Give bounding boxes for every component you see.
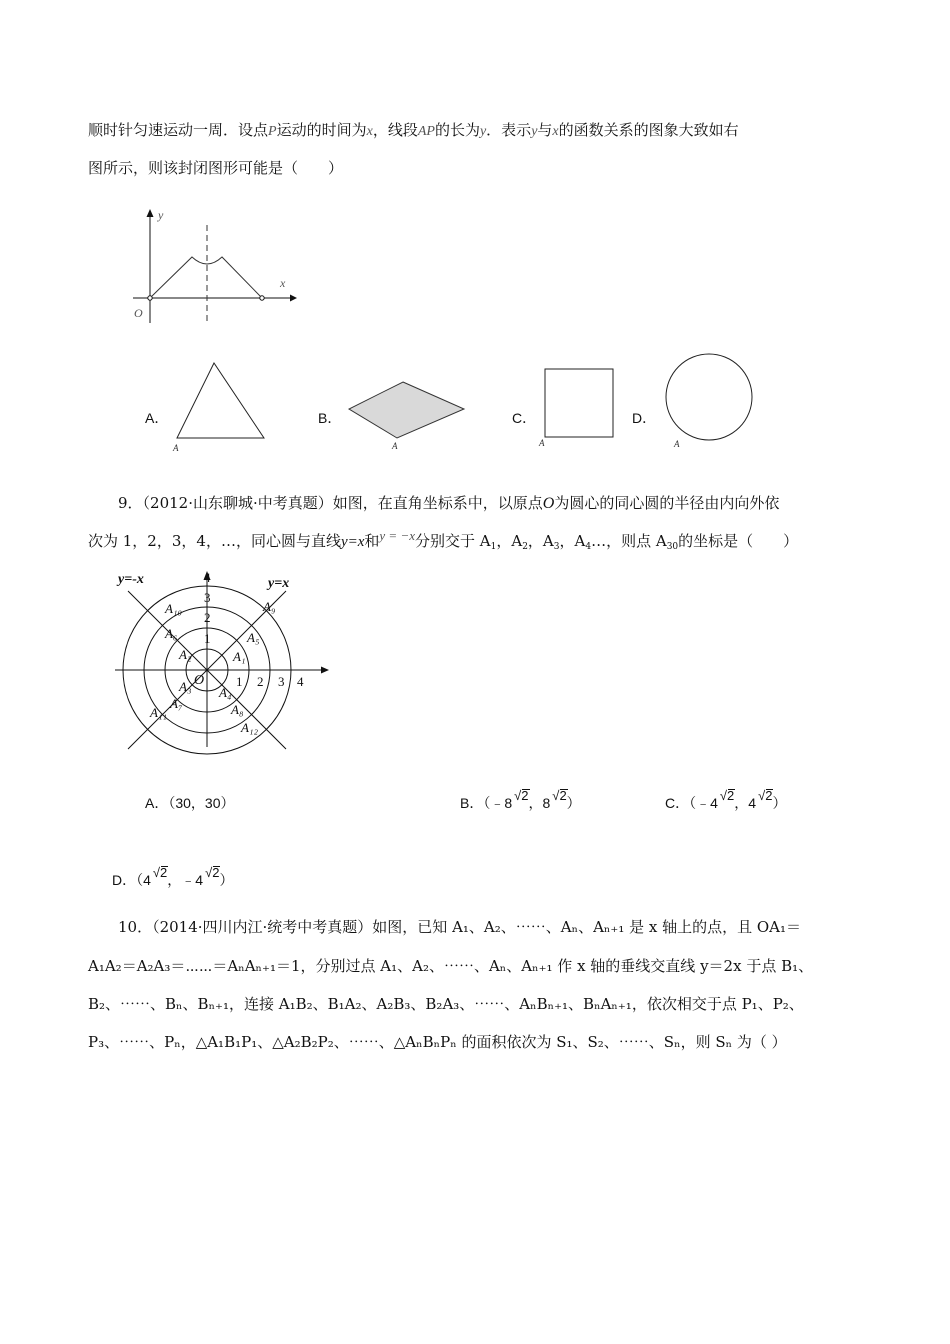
q9-option-b[interactable]: B．（﹣8 √2，8 √2）	[460, 788, 581, 811]
var-y: y	[531, 124, 538, 139]
q8-option-a[interactable]: A．	[145, 410, 169, 426]
sqrt-symbol: √2	[205, 865, 220, 880]
q9-line1: 9．（2012·山东聊城·中考真题）如图，在直角坐标系中，以原点O为圆心的同心圆的半径由内向外依	[118, 494, 780, 512]
sqrt-symbol: √2	[758, 788, 773, 803]
var-x: x	[366, 124, 373, 139]
point-a5: A₅	[247, 630, 260, 645]
point-a10: A₁₀	[165, 601, 182, 616]
sqrt-symbol: √2	[152, 865, 168, 880]
square-vertex-label: A	[539, 438, 545, 448]
point-a11: A₁₁	[150, 705, 167, 720]
point-a6: A₆	[165, 626, 178, 641]
q9-option-c[interactable]: C．（﹣4 √2，4 √2）	[665, 788, 787, 811]
point-a7: A₇	[170, 696, 183, 711]
sqrt-symbol: √2	[514, 788, 529, 803]
q9-line2: 次为 1，2，3，4，…，同心圆与直线y=x和y = −x分别交于 $A_1$，$A_2$，$A_3$，$A_4\dots$，则点 $A_{30}$的坐标是（ ）	[88, 528, 799, 552]
q8-option-b[interactable]: B．	[318, 410, 342, 426]
var-x: x	[552, 124, 559, 139]
q8-line2: 图所示，则该封闭图形可能是（ ）	[88, 159, 344, 177]
x-tick-3: 3	[278, 674, 285, 689]
label-y-neg-x: y=-x	[118, 572, 144, 587]
point-a4: A₄	[219, 685, 232, 700]
origin-label: O	[194, 673, 205, 688]
graph-y-label: y	[158, 208, 164, 222]
x-tick-2: 2	[257, 674, 264, 689]
q8-square-shape	[537, 366, 617, 448]
point-a1: A₁	[233, 649, 246, 664]
sqrt-symbol: √2	[719, 788, 735, 803]
q8-rhombus-shape	[345, 378, 470, 453]
q8-line1: 顺时针匀速运动一周．设点P运动的时间为x，线段AP的长为y．表示y与x的函数关系的图象大致如右	[88, 121, 739, 139]
var-y: y	[479, 124, 487, 139]
y-tick-4: 4	[204, 570, 211, 585]
q8-circle-shape	[662, 355, 762, 450]
graph-origin-label: O	[134, 306, 143, 320]
x-tick-1: 1	[236, 674, 243, 689]
q8-option-c[interactable]: C．	[512, 410, 537, 426]
circle-point-label: A	[674, 439, 680, 449]
y-tick-1: 1	[204, 631, 211, 646]
point-a2: A₂	[179, 647, 192, 662]
q10-line2: A₁A₂＝A₂A₃＝⋯⋯＝AₙAₙ₊₁＝1，分别过点 A₁、A₂、⋯⋯、Aₙ、Aₙ₊₁ 作 x 轴的垂线交直线 y＝2x 于点 B₁、	[88, 957, 814, 975]
label-y-pos-x: y=x	[268, 576, 290, 591]
var-ap: AP	[417, 124, 435, 139]
q8-option-d[interactable]: D．	[632, 410, 657, 426]
x-tick-4: 4	[297, 674, 304, 689]
point-a12: A₁₂	[241, 720, 258, 735]
q8-function-graph	[128, 205, 298, 325]
eq-y-equals-x: y=x	[340, 534, 365, 550]
rhombus-vertex-label: A	[392, 441, 398, 451]
graph-x-label: x	[280, 276, 286, 290]
q10-line3: B₂、⋯⋯、Bₙ、Bₙ₊₁，连接 A₁B₂、B₁A₂、A₂B₃、B₂A₃、⋯⋯、AₙBₙ₊₁、BₙAₙ₊₁，依次相交于点 P₁、P₂、	[88, 995, 804, 1013]
sqrt-symbol: √2	[552, 788, 567, 803]
y-tick-2: 2	[204, 610, 211, 625]
q9-concentric-circles-figure	[110, 565, 335, 750]
var-o: O	[542, 495, 555, 512]
point-a8: A₈	[231, 702, 244, 717]
point-a9: A₉	[263, 599, 276, 614]
y-tick-3: 3	[204, 590, 211, 605]
var-p: P	[268, 124, 277, 139]
q8-triangle-shape	[170, 360, 270, 455]
eq-y-equals-neg-x: y = −x	[379, 528, 415, 543]
point-a3: A₃	[179, 679, 192, 694]
triangle-vertex-label: A	[173, 443, 179, 453]
q10-line4: P₃、⋯⋯、Pₙ，△A₁B₁P₁、△A₂B₂P₂、⋯⋯、△AₙBₙPₙ 的面积依次为 S₁、S₂、⋯⋯、Sₙ，则 Sₙ 为（ ）	[88, 1033, 787, 1051]
q9-option-d[interactable]: D．（4 √2，﹣4 √2）	[112, 865, 234, 888]
q10-line1: 10．（2014·四川内江·统考中考真题）如图，已知 A₁、A₂、⋯⋯、Aₙ、Aₙ₊₁ 是 x 轴上的点，且 OA₁＝	[118, 918, 802, 936]
q9-option-a[interactable]: A．（30，30）	[145, 795, 235, 811]
